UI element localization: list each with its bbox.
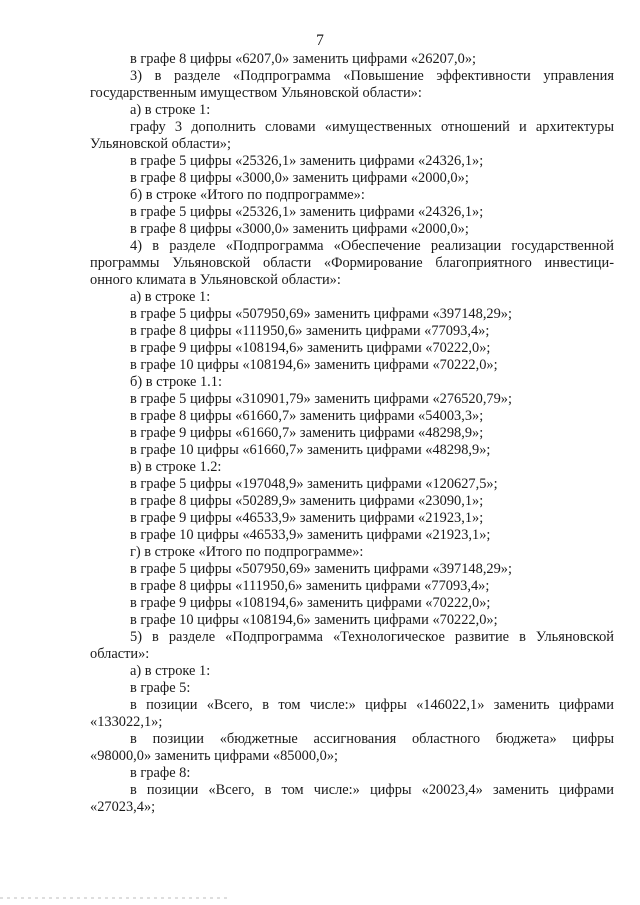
text-line: б) в строке «Итого по подпрограмме»: <box>130 187 365 203</box>
text-line: в позиции «бюджетные ассигнования областного бюджета» цифры <box>130 731 614 747</box>
text-line: в графе 5 цифры «507950,69» заменить цифрами «397148,29»; <box>130 561 512 577</box>
text-line: в графе 10 цифры «46533,9» заменить цифрами «21923,1»; <box>130 527 491 543</box>
text-line: в графе 8 цифры «111950,6» заменить цифрами «77093,4»; <box>130 323 490 339</box>
text-line: в графе 8: <box>130 765 191 781</box>
text-line: в графе 5 цифры «197048,9» заменить цифрами «120627,5»; <box>130 476 498 492</box>
text-line: «133022,1»; <box>90 714 163 730</box>
text-line: а) в строке 1: <box>130 663 211 679</box>
text-line: области»: <box>90 646 150 662</box>
text-line: в графе 10 цифры «108194,6» заменить цифрами «70222,0»; <box>130 612 498 628</box>
text-line: государственным имуществом Ульяновской области»: <box>90 85 422 101</box>
text-line: программы Ульяновской области «Формирование благоприятного инвестици- <box>90 255 614 271</box>
text-line: «27023,4»; <box>90 799 156 815</box>
text-line: графу 3 дополнить словами «имущественных отношений и архитектуры <box>130 119 614 135</box>
text-line: б) в строке 1.1: <box>130 374 222 390</box>
text-line: в графе 5 цифры «25326,1» заменить цифрами «24326,1»; <box>130 204 484 220</box>
text-line: в графе 9 цифры «61660,7» заменить цифрами «48298,9»; <box>130 425 484 441</box>
text-line: Ульяновской области»; <box>90 136 231 152</box>
text-line: в) в строке 1.2: <box>130 459 222 475</box>
text-line: в графе 9 цифры «108194,6» заменить цифрами «70222,0»; <box>130 340 491 356</box>
text-line: 5) в разделе «Подпрограмма «Технологическое развитие в Ульяновской <box>130 629 614 645</box>
text-line: г) в строке «Итого по подпрограмме»: <box>130 544 364 560</box>
text-line: в графе 8 цифры «50289,9» заменить цифрами «23090,1»; <box>130 493 484 509</box>
text-line: в графе 5: <box>130 680 191 696</box>
text-line: в графе 10 цифры «61660,7» заменить цифрами «48298,9»; <box>130 442 491 458</box>
text-line: в графе 5 цифры «25326,1» заменить цифрами «24326,1»; <box>130 153 484 169</box>
text-line: 3) в разделе «Подпрограмма «Повышение эффективности управления <box>130 68 614 84</box>
text-line: онного климата в Ульяновской области»: <box>90 272 341 288</box>
text-line: в графе 8 цифры «111950,6» заменить цифрами «77093,4»; <box>130 578 490 594</box>
text-line: а) в строке 1: <box>130 289 211 305</box>
page-number: 7 <box>316 32 324 49</box>
text-line: в графе 5 цифры «507950,69» заменить цифрами «397148,29»; <box>130 306 512 322</box>
text-line: а) в строке 1: <box>130 102 211 118</box>
text-line: в позиции «Всего, в том числе:» цифры «146022,1» заменить цифрами <box>130 697 614 713</box>
text-line: в графе 8 цифры «3000,0» заменить цифрами «2000,0»; <box>130 221 469 237</box>
text-line: 4) в разделе «Подпрограмма «Обеспечение реализации государственной <box>130 238 614 254</box>
text-line: в графе 9 цифры «108194,6» заменить цифрами «70222,0»; <box>130 595 491 611</box>
text-line: «98000,0» заменить цифрами «85000,0»; <box>90 748 339 764</box>
text-line: в графе 8 цифры «3000,0» заменить цифрами «2000,0»; <box>130 170 469 186</box>
text-line: в графе 5 цифры «310901,79» заменить цифрами «276520,79»; <box>130 391 512 407</box>
text-line: в позиции «Всего, в том числе:» цифры «20023,4» заменить цифрами <box>130 782 614 798</box>
scan-artifact <box>0 897 230 899</box>
text-line: в графе 8 цифры «61660,7» заменить цифрами «54003,3»; <box>130 408 484 424</box>
text-line: в графе 10 цифры «108194,6» заменить цифрами «70222,0»; <box>130 357 498 373</box>
text-line: в графе 9 цифры «46533,9» заменить цифрами «21923,1»; <box>130 510 484 526</box>
text-line: в графе 8 цифры «6207,0» заменить цифрами «26207,0»; <box>130 51 477 67</box>
